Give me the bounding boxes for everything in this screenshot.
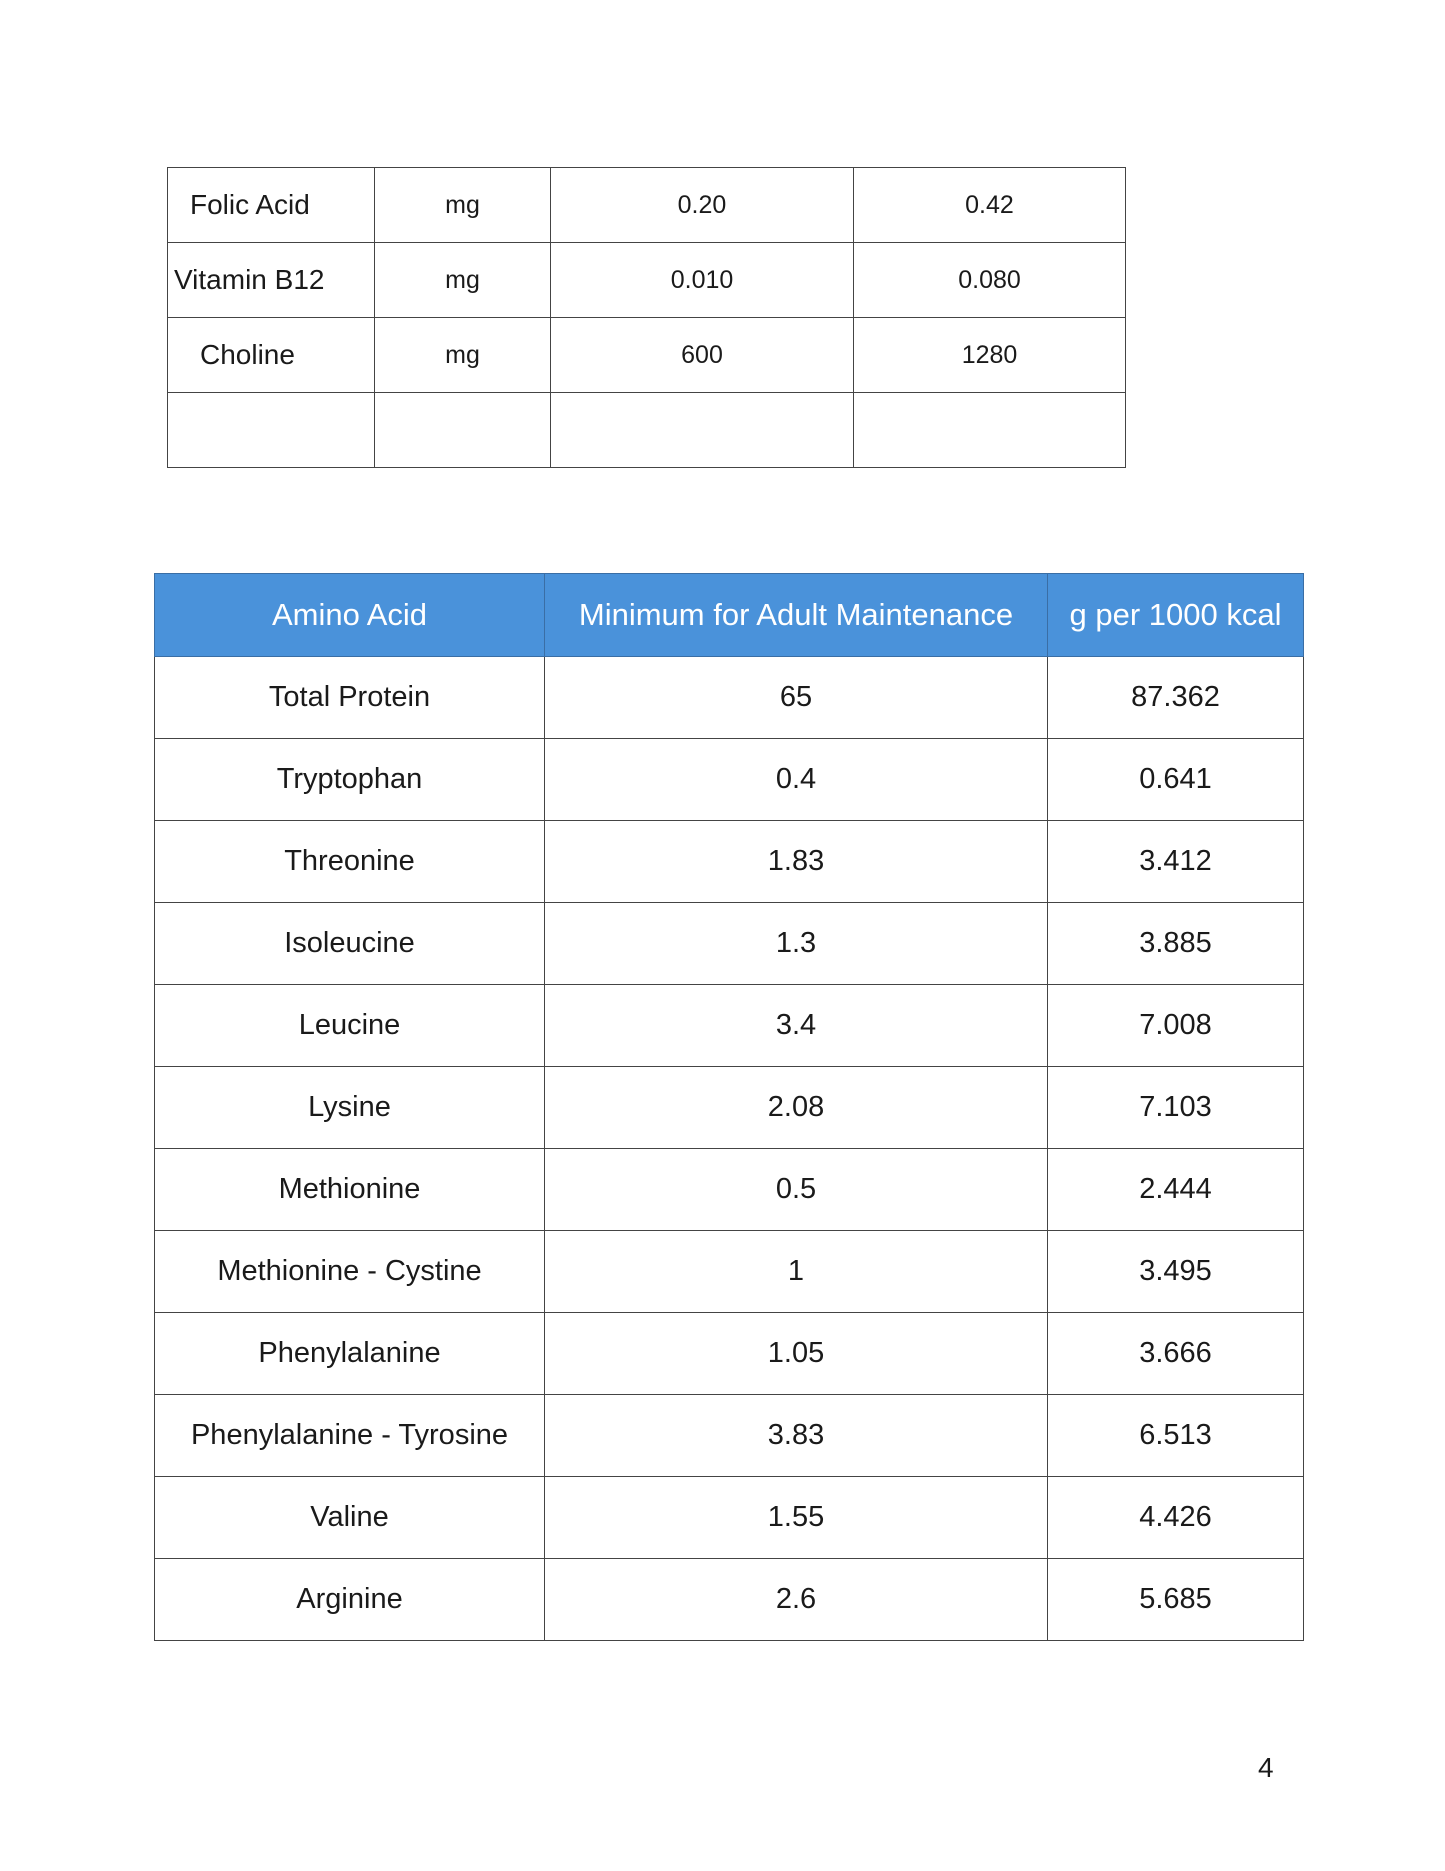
table-row <box>155 1231 1304 1313</box>
vitamin-value-a-cell <box>551 393 854 468</box>
vitamin-name-cell <box>168 318 375 393</box>
amino-minimum: 1.3 <box>545 903 1048 985</box>
amino-acid-name: Arginine <box>155 1559 545 1641</box>
table-row <box>155 1477 1304 1559</box>
vitamin-value-a-cell: 0.010 <box>551 243 854 318</box>
table-row <box>155 1395 1304 1477</box>
page-number: 4 <box>1258 1752 1274 1783</box>
vitamin-value-a-cell: 600 <box>551 318 854 393</box>
table-row <box>155 657 1304 739</box>
amino-per-1000-kcal: 7.008 <box>1048 985 1304 1067</box>
header-per-1000-kcal: g per 1000 kcal <box>1048 574 1304 657</box>
table-row <box>155 903 1304 985</box>
amino-per-1000-kcal: 87.362 <box>1048 657 1304 739</box>
vitamin-name: Vitamin B12 <box>174 264 325 295</box>
amino-per-1000-kcal: 6.513 <box>1048 1395 1304 1477</box>
table-row <box>155 1313 1304 1395</box>
table-row <box>155 1149 1304 1231</box>
amino-per-1000-kcal: 5.685 <box>1048 1559 1304 1641</box>
table-row <box>155 821 1304 903</box>
amino-acid-table <box>154 573 1304 1641</box>
table-row <box>155 985 1304 1067</box>
vitamin-value-b-cell: 1280 <box>854 318 1126 393</box>
amino-acid-name: Threonine <box>155 821 545 903</box>
amino-acid-name: Methionine - Cystine <box>155 1231 545 1313</box>
amino-acid-name: Methionine <box>155 1149 545 1231</box>
vitamin-unit-cell: mg <box>375 168 551 243</box>
amino-minimum: 1.05 <box>545 1313 1048 1395</box>
amino-minimum: 1.55 <box>545 1477 1048 1559</box>
table-row-empty <box>168 393 1126 468</box>
table-row <box>168 243 1126 318</box>
amino-minimum: 2.6 <box>545 1559 1048 1641</box>
amino-acid-name: Lysine <box>155 1067 545 1149</box>
amino-minimum: 2.08 <box>545 1067 1048 1149</box>
table-row <box>155 1559 1304 1641</box>
vitamin-unit-cell: mg <box>375 243 551 318</box>
vitamin-table <box>167 167 1126 468</box>
amino-per-1000-kcal: 2.444 <box>1048 1149 1304 1231</box>
amino-minimum: 0.5 <box>545 1149 1048 1231</box>
vitamin-value-a-cell: 0.20 <box>551 168 854 243</box>
amino-acid-name: Leucine <box>155 985 545 1067</box>
amino-acid-name: Total Protein <box>155 657 545 739</box>
vitamin-name-cell <box>168 243 375 318</box>
amino-acid-name: Phenylalanine - Tyrosine <box>155 1395 545 1477</box>
amino-per-1000-kcal: 3.885 <box>1048 903 1304 985</box>
vitamin-value-b-cell <box>854 393 1126 468</box>
amino-per-1000-kcal: 0.641 <box>1048 739 1304 821</box>
amino-per-1000-kcal: 3.495 <box>1048 1231 1304 1313</box>
amino-table-body <box>155 657 1304 1641</box>
table-row <box>155 739 1304 821</box>
amino-acid-name: Isoleucine <box>155 903 545 985</box>
vitamin-name-cell <box>168 168 375 243</box>
table-header-row <box>155 574 1304 657</box>
header-minimum: Minimum for Adult Maintenance <box>545 574 1048 657</box>
vitamin-name-cell <box>168 393 375 468</box>
vitamin-name: Folic Acid <box>190 189 310 220</box>
vitamin-unit-cell: mg <box>375 318 551 393</box>
amino-acid-name: Valine <box>155 1477 545 1559</box>
amino-per-1000-kcal: 7.103 <box>1048 1067 1304 1149</box>
table-row <box>155 1067 1304 1149</box>
vitamin-value-b-cell: 0.42 <box>854 168 1126 243</box>
table-row <box>168 318 1126 393</box>
amino-acid-name: Tryptophan <box>155 739 545 821</box>
vitamin-name: Choline <box>200 339 295 370</box>
amino-minimum: 1 <box>545 1231 1048 1313</box>
header-amino-acid: Amino Acid <box>155 574 545 657</box>
amino-per-1000-kcal: 3.412 <box>1048 821 1304 903</box>
vitamin-unit-cell <box>375 393 551 468</box>
amino-minimum: 3.83 <box>545 1395 1048 1477</box>
amino-acid-name: Phenylalanine <box>155 1313 545 1395</box>
amino-minimum: 0.4 <box>545 739 1048 821</box>
amino-per-1000-kcal: 4.426 <box>1048 1477 1304 1559</box>
table-row <box>168 168 1126 243</box>
amino-minimum: 1.83 <box>545 821 1048 903</box>
amino-per-1000-kcal: 3.666 <box>1048 1313 1304 1395</box>
amino-minimum: 65 <box>545 657 1048 739</box>
vitamin-value-b-cell: 0.080 <box>854 243 1126 318</box>
amino-minimum: 3.4 <box>545 985 1048 1067</box>
